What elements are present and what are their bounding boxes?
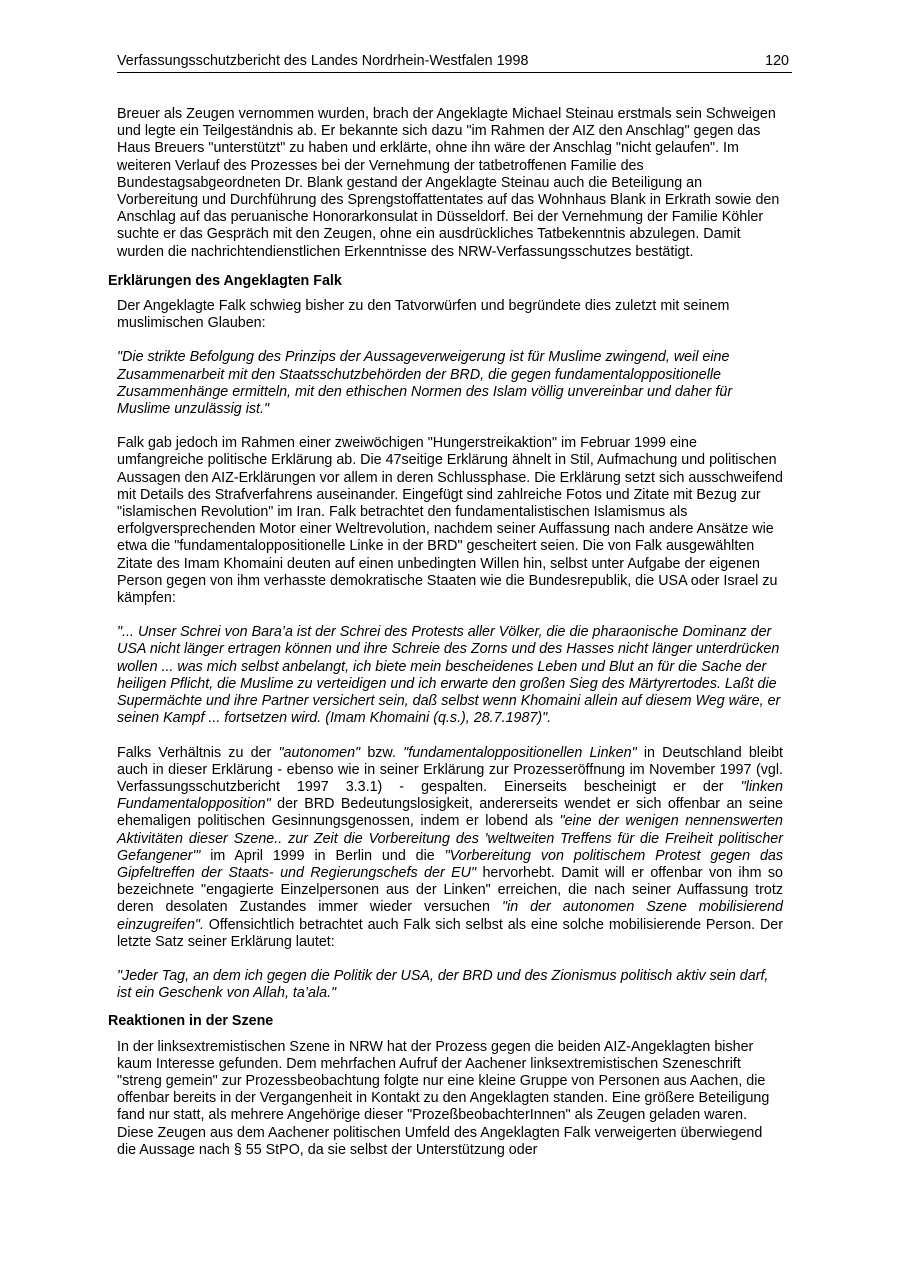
quoted-phrase: "autonomen": [278, 744, 361, 761]
section-heading-reactions: Reaktionen in der Szene: [108, 1013, 274, 1030]
quoted-phrase: "linken Fundamentalopposition": [117, 778, 783, 813]
quoted-phrase: "in der autonomen Szene mobilisierend einzugreifen".: [117, 899, 783, 933]
paragraph-falk-left-relation: [117, 745, 783, 951]
paragraph-falk-declaration: Falk gab jedoch im Rahmen einer zweiwöchigen "Hungerstreikaktion" im Februar 1999 eine umfangreiche politische Erklärung ab. Die 47seitige Erklärung ähnelt in Stil, Aufmachung und politischen Aussagen den AIZ-Erklärungen vor allem in deren Schlussphase. Die Erklärung setzt sich ausschweifend mit Details des Strafverfahrens auseinander. Eingefügt sind zahlreiche Fotos und Zitate mit Bezug zur "islamischen Revolution" im Iran. Falk betrachtet den fundamentalistischen Islamismus als erfolgversprechenden Motor einer Weltrevolution, nachdem seiner Auffassung nach andere Ansätze wie etwa die "fundamentaloppositionelle Linke in der BRD" gescheitert seien. Die von Falk ausgewählten Zitate des Imam Khomaini deuten auf einen unbedingten Willen hin, selbst unter Aufgabe der eigenen Person gegen von ihm verhasste demokratische Staaten wie die Bundesrepublik, die USA oder Israel zu kämpfen:: [117, 435, 783, 607]
quote-falk-last-sentence: "Jeder Tag, an dem ich gegen die Politik der USA, der BRD und des Zionismus politisch aktiv sein darf, ist ein Geschenk von Allah, ta’ala.": [117, 967, 769, 1002]
quote-khomaini: "... Unser Schrei von Bara’a ist der Schrei des Protests aller Völker, die die pharaonische Dominanz der USA nicht länger ertragen können und ihre Schreie des Zorns und des Hasses nicht länger unterdrücken wollen ... was mich selbst anbelangt, ich biete mein bescheidenes Leben und Blut an für die Sache der heiligen Pflicht, die Muslime zu verteidigen und ich erwarte den großen Sieg des Märtyrertodes. Laßt die Supermächte und ihre Partner versichert sein, daß selbst wenn Khomaini allein auf diesem Weg wäre, er seinen Kampf ... fortsetzen wird. (Imam Khomaini (q.s.), 28.7.1987)".: [117, 624, 781, 727]
text-run: bzw.: [360, 744, 404, 761]
section-heading-falk: Erklärungen des Angeklagten Falk: [108, 272, 342, 289]
quoted-phrase: "Vorbereitung von politischem Protest gegen das Gipfeltreffen der Staats- und Regierungschefs der EU": [117, 847, 784, 881]
text-run: Offensichtlich betrachtet auch Falk sich selbst als eine solche mobilisierende Person. Der letzte Satz seiner Erklärung lautet:: [117, 916, 783, 950]
text-run: hervorhebt. Damit will er offenbar von ihm so bezeichnete "engagierte Einzelpersonen aus der Linken" erreichen, die nach seiner Auffassung trotz deren desolaten Zustandes immer wieder versuchen: [117, 864, 783, 916]
text-run: im April 1999 in Berlin und die: [200, 847, 445, 864]
paragraph-scene-reactions: In der linksextremistischen Szene in NRW hat der Prozess gegen die beiden AIZ-Angeklagten bisher kaum Interesse gefunden. Dem mehrfachen Aufruf der Aachener linksextremistischen Szeneschrift "streng gemein" zur Prozessbeobachtung folgte nur eine kleine Gruppe von Personen aus Aachen, die offenbar bereits in der Vergangenheit in Kontakt zu den Angeklagten standen. Eine größere Beteiligung fand nur statt, als mehrere Angehörige dieser "ProzeßbeobachterInnen" als Zeugen geladen waren. Diese Zeugen aus dem Aachener politischen Umfeld des Angeklagten Falk verweigerten überwiegend die Aussage nach § 55 StPO, da sie selbst der Unterstützung oder: [117, 1038, 770, 1158]
page-number: 120: [765, 53, 789, 69]
paragraph-steinau-confession: Breuer als Zeugen vernommen wurden, brach der Angeklagte Michael Steinau erstmals sein Schweigen und legte ein Teilgeständnis ab. Er bekannte sich dazu "im Rahmen der AIZ den Anschlag" gegen das Haus Breuers "unterstützt" zu haben und erklärte, ohne ihn wäre der Anschlag "nicht gelaufen". Im weiteren Verlauf des Prozesses bei der Vernehmung der tatbetroffenen Familie des Bundestagsabgeordneten Dr. Blank gestand der Angeklagte Steinau auch die Beteiligung an Vorbereitung und Durchführung des Sprengstoffattentates auf das Wohnhaus Blank in Erkrath sowie den Anschlag auf das peruanische Honorarkonsulat in Düsseldorf. Bei der Vernehmung der Familie Köhler suchte er das Gespräch mit den Zeugen, ohne ein ausdrückliches Tatbekenntnis abzulegen. Damit wurden die nachrichtendienstlichen Erkenntnisse des NRW-Verfassungsschutzes bestätigt.: [117, 106, 780, 260]
quote-falk-islam: "Die strikte Befolgung des Prinzips der Aussageverweigerung ist für Muslime zwingend, weil eine Zusammenarbeit mit den Staatsschutzbehörden der BRD, die gegen fundamentaloppositionelle Zusammenhänge ermitteln, mit den ethischen Normen des Islam völlig unvereinbar und daher für Muslime unzulässig ist.": [117, 349, 733, 418]
running-header: [117, 53, 792, 73]
text-run: in Deutschland bleibt auch in dieser Erklärung - ebenso wie in seiner Erklärung zur Prozesseröffnung im November 1997 (vgl. Verfassungsschutzbericht 1997 3.3.1) - gespalten. Einerseits bescheinigt er der: [117, 744, 784, 795]
paragraph-falk-silence: Der Angeklagte Falk schwieg bisher zu den Tatvorwürfen und begründete dies zuletzt mit seinem muslimischen Glauben:: [117, 298, 730, 332]
body-text: [108, 106, 784, 1159]
header-title: Verfassungsschutzbericht des Landes Nordrhein-Westfalen 1998: [117, 53, 529, 69]
text-run: Falks Verhältnis zu der: [117, 744, 279, 761]
quoted-phrase: "fundamentaloppositionellen Linken": [403, 744, 637, 761]
quoted-phrase: "eine der wenigen nennenswerten Aktivitäten dieser Szene.. zur Zeit die Vorbereitung des 'weltweiten Treffens für die Freiheit politischer Gefangener'": [117, 813, 783, 864]
text-run: der BRD Bedeutungslosigkeit, andererseits wendet er sich offenbar an seine ehemaligen politischen Gesinnungsgenossen, indem er lobend als: [117, 796, 783, 830]
